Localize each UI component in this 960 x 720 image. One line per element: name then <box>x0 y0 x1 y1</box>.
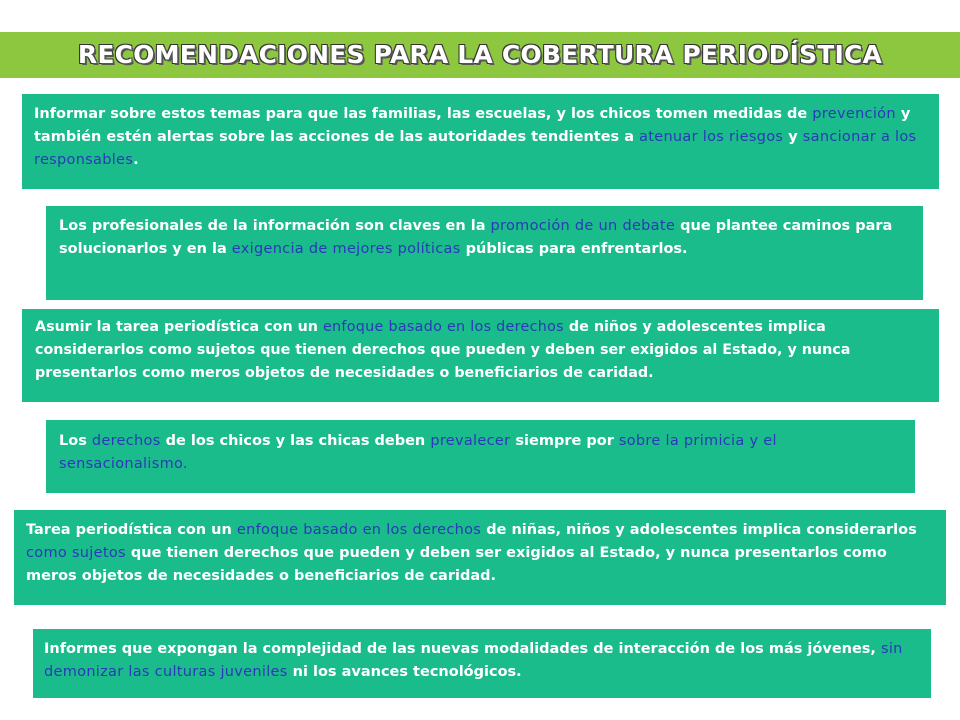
box2-highlight-exigencia: exigencia de mejores políticas <box>231 241 461 257</box>
recommendation-box-4 <box>46 420 915 493</box>
recommendation-box-2 <box>46 206 923 300</box>
box3-highlight-enfoque: enfoque basado en los derechos <box>322 319 564 335</box>
box1-text-2: y también estén alertas sobre las acciones de las autoridades tendientes a <box>34 106 911 145</box>
box5-text-1: Tarea periodística con un <box>26 522 237 538</box>
box4-highlight-primicia: sobre la primicia y el sensacionalismo. <box>59 433 777 472</box>
box1-text-3: y <box>783 129 803 145</box>
box1-text-4: . <box>133 152 139 168</box>
box5-text-2: de niñas, niños y adolescentes implica considerarlos <box>481 522 917 538</box>
box1-highlight-atenuar: atenuar los riesgos <box>639 129 784 145</box>
recommendation-box-6 <box>33 629 931 698</box>
box4-text-3: siempre por <box>510 433 619 449</box>
box2-text-2: que plantee caminos para solucionarlos y en la <box>59 218 893 257</box>
box3-text-1: Asumir la tarea periodística con un <box>35 319 323 335</box>
box2-text-1: Los profesionales de la información son claves en la <box>59 218 491 234</box>
box6-text-1: Informes que expongan la complejidad de las nuevas modalidades de interacción de los más jóvenes, <box>44 641 881 657</box>
recommendation-box-5 <box>14 510 946 605</box>
title-bar <box>0 32 960 78</box>
box6-highlight-demonizar: sin demonizar las culturas juveniles <box>44 641 903 680</box>
box2-highlight-promocion: promoción de un debate <box>490 218 676 234</box>
box4-text-1: Los <box>59 433 92 449</box>
box2-text-3: públicas para enfrentarlos. <box>460 241 688 257</box>
box4-text-2: de los chicos y las chicas deben <box>160 433 431 449</box>
recommendation-box-3 <box>22 309 939 402</box>
recommendation-box-1 <box>22 94 939 189</box>
box6-text-2: ni los avances tecnológicos. <box>287 664 522 680</box>
box3-text-2: de niños y adolescentes implica considerarlos como sujetos que tienen derechos que pueden y deben ser exigidos al Estado, y nunca presentarlos como meros objetos de necesidades o beneficiarios de caridad. <box>35 319 851 381</box>
box5-text-3: que tienen derechos que pueden y deben ser exigidos al Estado, y nunca presentarlos como meros objetos de necesidades o beneficiarios de caridad. <box>26 545 887 584</box>
box1-text-1: Informar sobre estos temas para que las familias, las escuelas, y los chicos tomen medidas de <box>34 106 813 122</box>
box1-highlight-prevencion: prevención <box>812 106 896 122</box>
page-title: RECOMENDACIONES PARA LA COBERTURA PERIODÍSTICA <box>77 40 883 69</box>
box1-highlight-sancionar: sancionar a los responsables <box>34 129 917 168</box>
box4-highlight-prevalecer: prevalecer <box>430 433 511 449</box>
box5-highlight-enfoque: enfoque basado en los derechos <box>236 522 482 538</box>
box5-highlight-sujetos: como sujetos <box>26 545 126 561</box>
box4-highlight-derechos: derechos <box>91 433 161 449</box>
